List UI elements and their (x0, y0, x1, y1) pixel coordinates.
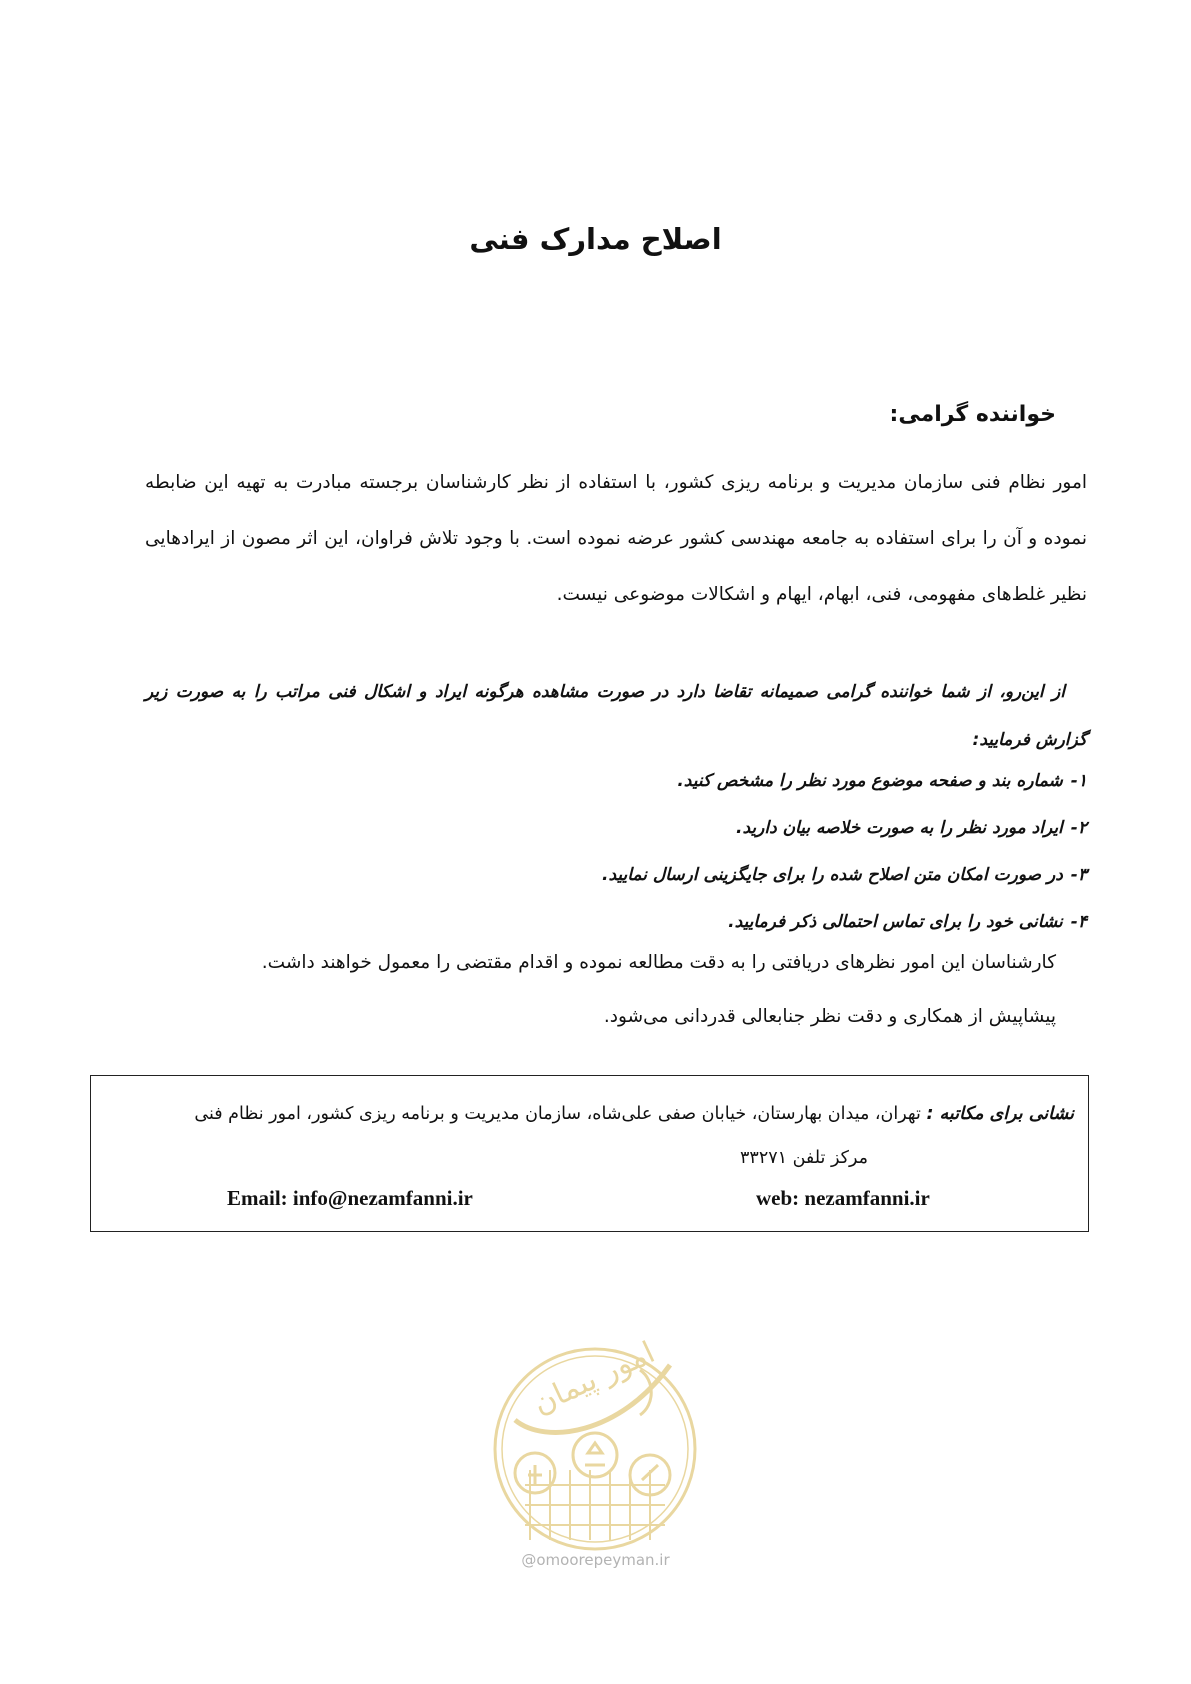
closing-line: کارشناسان این امور نظرهای دریافتی را به دقت مطالعه نموده و اقدام مقتضی را معمول خواهند داشت. (261, 952, 1056, 973)
closing-text (156, 936, 1056, 1044)
list-item-text: شماره بند و صفحه موضوع مورد نظر را مشخص کنید. (677, 771, 1063, 791)
phone-number: مرکز تلفن ۳۳۲۷۱ (740, 1148, 868, 1168)
list-item-text: در صورت امکان متن اصلاح شده را برای جایگزینی ارسال نمایید. (602, 865, 1063, 885)
mailing-address-text: تهران، میدان بهارستان، خیابان صفی علی‌شاه، سازمان مدیریت و برنامه ریزی کشور، امور نظام فنی (194, 1104, 921, 1124)
list-item-number: ۱- (1070, 771, 1087, 791)
page-title: اصلاح مدارک فنی (469, 222, 722, 256)
list-item-number: ۳- (1070, 865, 1087, 885)
watermark-url: @omoorepeyman.ir (521, 1551, 670, 1569)
email-address: Email: info@nezamfanni.ir (227, 1186, 473, 1210)
list-item-text: نشانی خود را برای تماس احتمالی ذکر فرمایید. (728, 912, 1063, 932)
greeting-heading: خواننده گرامی: (889, 402, 1056, 427)
contact-box (90, 1075, 1089, 1232)
list-item-number: ۲- (1070, 818, 1087, 838)
list-item (187, 852, 1087, 899)
closing-line: پیشاپیش از همکاری و دقت نظر جنابعالی قدردانی می‌شود. (603, 1006, 1056, 1027)
request-paragraph: از این‌رو، از شما خواننده گرامی صمیمانه تقاضا دارد در صورت مشاهده هرگونه ایراد و اشکال فنی مراتب را به صورت زیر گزارش فرمایید: (145, 682, 1087, 750)
list-item-number: ۴- (1070, 912, 1087, 932)
list-item (187, 758, 1087, 805)
instructions-list (187, 758, 1087, 946)
list-item-text: ایراد مورد نظر را به صورت خلاصه بیان دارید. (736, 818, 1063, 838)
watermark-logo-lettering: امور پیمان (527, 1335, 661, 1422)
intro-paragraph: امور نظام فنی سازمان مدیریت و برنامه ریزی کشور، با استفاده از نظر کارشناسان برجسته مبادرت به تهیه این ضابطه نموده و آن را برای استفاده به جامعه مهندسی کشور عرضه نموده است. با وجود تلاش فراوان، این اثر مصون از ایرادهایی نظیر غلط‌های مفهومی، فنی، ابهام، ایهام و اشکالات موضوعی نیست. (145, 472, 1087, 605)
watermark-seal-logo (490, 1325, 700, 1625)
website-address: web: nezamfanni.ir (756, 1186, 930, 1210)
mailing-address-label: نشانی برای مکاتبه : (926, 1104, 1074, 1124)
list-item (187, 805, 1087, 852)
mailing-address (104, 1094, 1074, 1134)
